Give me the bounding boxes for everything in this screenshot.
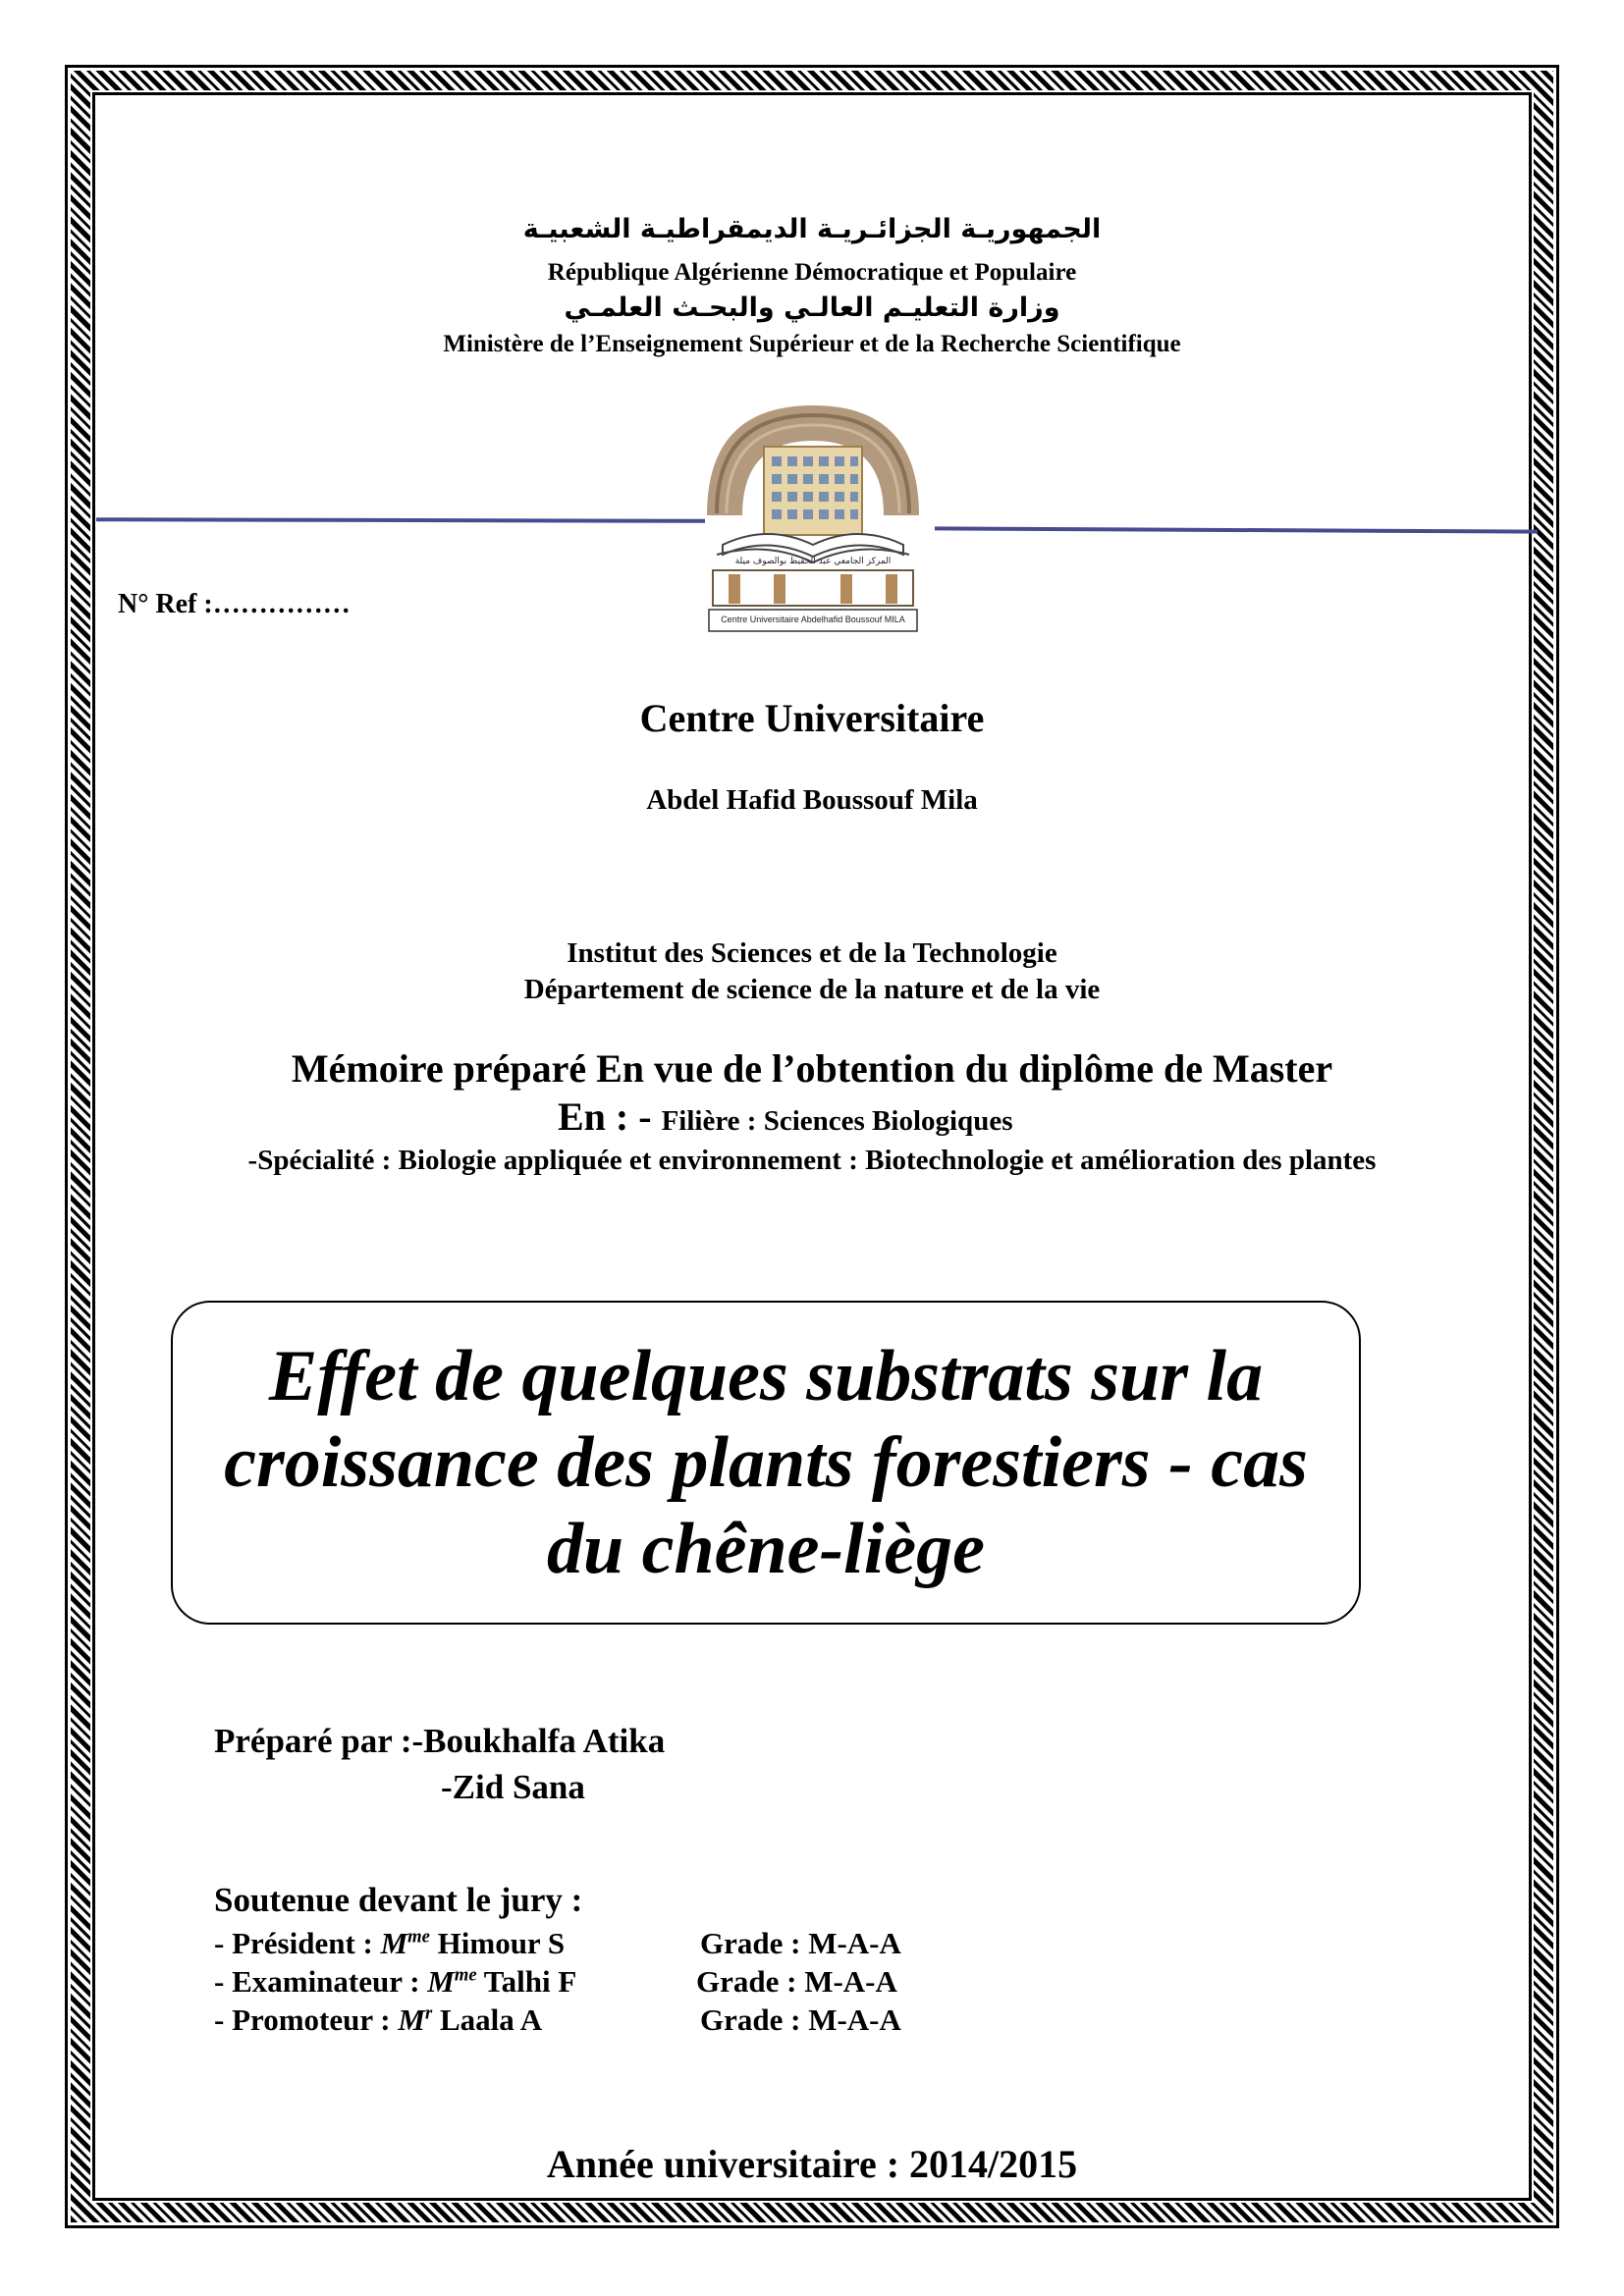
- reference-number: N° Ref :……………: [118, 589, 351, 619]
- author-name: -Zid Sana: [441, 1768, 585, 1806]
- degree-specialite: -Spécialité : Biologie appliquée et environnement : Biotechnologie et amélioration des plantes: [247, 1145, 1377, 1176]
- jury-name: Talhi F: [483, 1964, 577, 1999]
- degree-filiere: Filière : Sciences Biologiques: [661, 1105, 1013, 1137]
- degree-line: Mémoire préparé En vue de l’obtention du diplôme de Master: [291, 1046, 1333, 1091]
- header-arabic-ministry: وزارة التعليـم العالـي والبحـث العلمـي: [564, 293, 1060, 323]
- university-logo: [699, 398, 927, 638]
- jury-grade: Grade : M-A-A: [696, 1964, 897, 1999]
- jury-title-suffix: me: [407, 1926, 430, 1948]
- authors-line: [214, 1722, 665, 1761]
- thesis-title-box: [171, 1301, 1361, 1625]
- jury-member-examinateur: [214, 1964, 576, 2000]
- logo-caption: Centre Universitaire Abdelhafid Boussouf MILA: [721, 614, 905, 624]
- jury-member-president: [214, 1926, 565, 1961]
- jury-title: M: [380, 1926, 408, 1960]
- institution-name: Centre Universitaire: [639, 696, 985, 740]
- institution-subname: Abdel Hafid Boussouf Mila: [646, 784, 978, 816]
- header-ministry: Ministère de l’Enseignement Supérieur et de la Recherche Scientifique: [443, 331, 1181, 357]
- jury-role: - Examinateur :: [214, 1964, 420, 1999]
- jury-name: Laala A: [439, 2002, 543, 2037]
- jury-member-promoteur: [214, 2002, 542, 2038]
- academic-year: Année universitaire : 2014/2015: [546, 2142, 1078, 2186]
- institute-name: Institut des Sciences et de la Technologie: [567, 937, 1057, 969]
- jury-role: - Promoteur :: [214, 2002, 391, 2037]
- jury-grade: Grade : M-A-A: [700, 1926, 901, 1960]
- jury-label: Soutenue devant le jury :: [214, 1881, 583, 1919]
- jury-grade: Grade : M-A-A: [700, 2002, 901, 2037]
- thesis-title: Effet de quelques substrats sur la croissance des plants forestiers - cas du chêne-liège: [224, 1336, 1308, 1589]
- authors-label: Préparé par :: [214, 1722, 412, 1760]
- jury-name: Himour S: [437, 1926, 566, 1960]
- header-arabic-republic: الجمهوريـة الجزائـريـة الديمقراطيـة الشعبيـة: [522, 214, 1102, 244]
- author-name: -Boukhalfa Atika: [411, 1722, 666, 1760]
- jury-title-suffix: r: [424, 2002, 433, 2024]
- header-republic: République Algérienne Démocratique et Populaire: [547, 259, 1077, 286]
- department-name: Département de science de la nature et de la vie: [523, 974, 1101, 1005]
- jury-title: M: [398, 2002, 425, 2037]
- degree-filiere-line: [558, 1094, 1012, 1140]
- degree-en-label: En : -: [558, 1095, 652, 1139]
- jury-title: M: [427, 1964, 455, 1999]
- jury-title-suffix: me: [454, 1964, 477, 1986]
- logo-arabic-caption: المركز الجامعي عبد الحفيظ بوالصوف ميلة: [734, 557, 892, 566]
- jury-role: - Président :: [214, 1926, 373, 1960]
- university-logo-icon: [699, 398, 927, 638]
